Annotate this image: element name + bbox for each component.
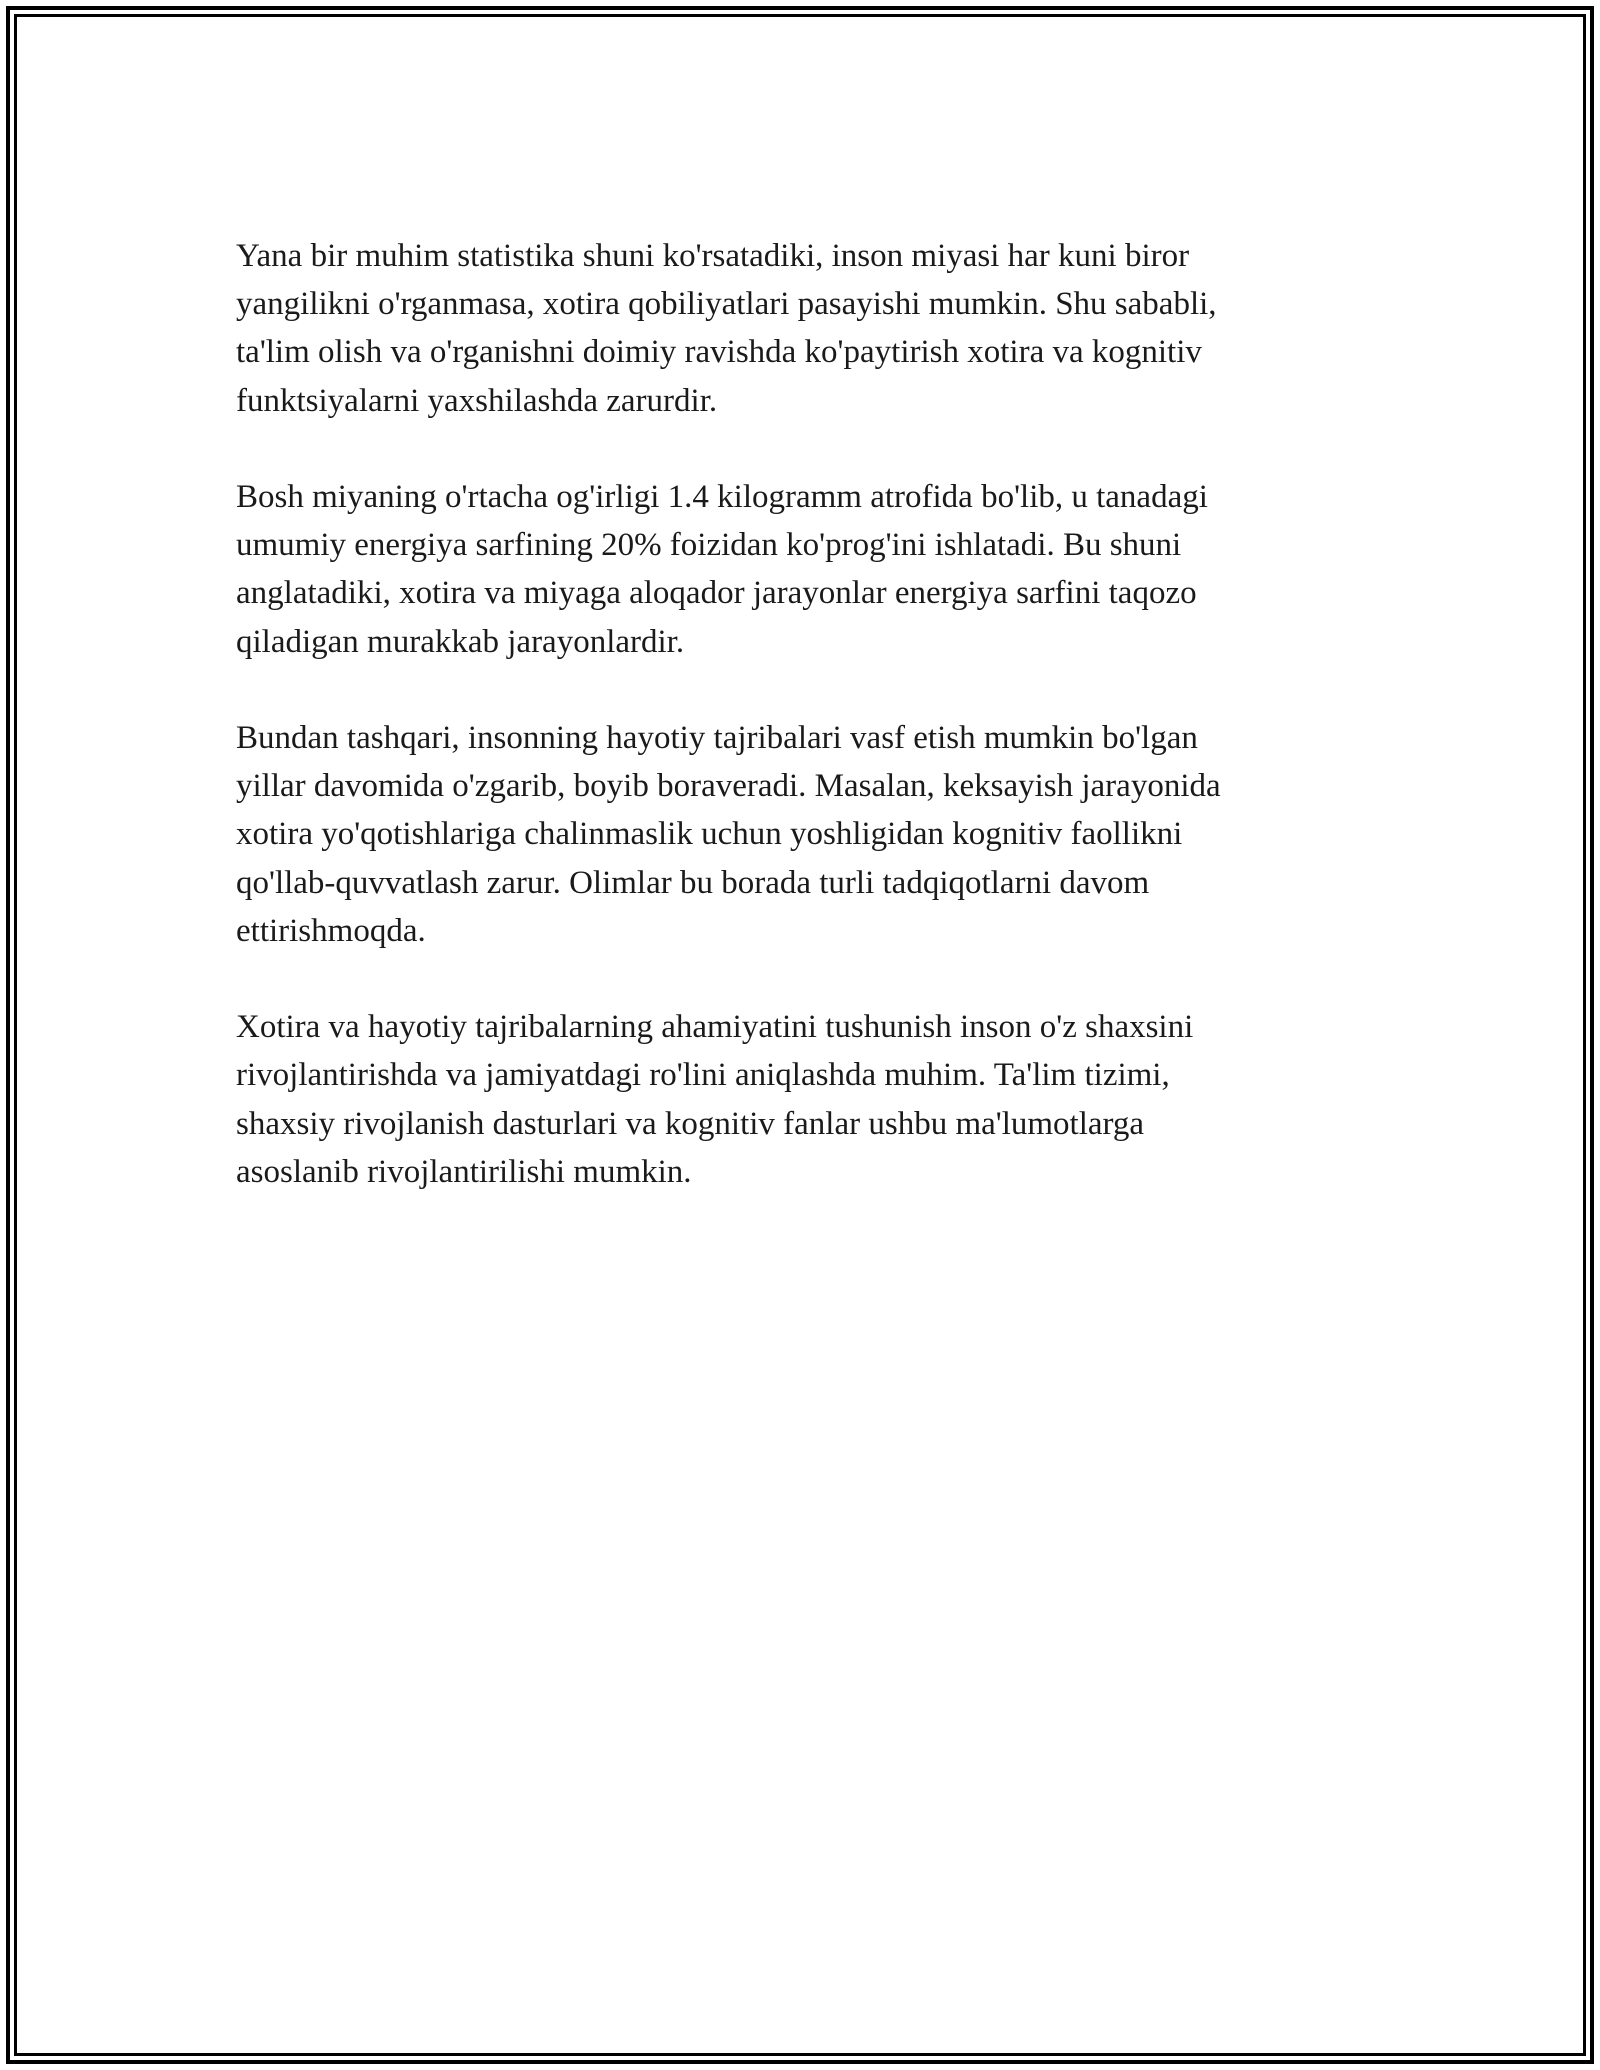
paragraph-line: rivojlantirishda va jamiyatdagi ro'lini aniqlashda muhim. Ta'lim tizimi, (236, 1057, 1170, 1094)
paragraph-4 (236, 1003, 1356, 1196)
paragraph-line: xotira yo'qotishlariga chalinmaslik uchun yoshligidan kognitiv faollikni (236, 816, 1183, 853)
paragraph-line: ettirishmoqda. (236, 912, 426, 949)
document-body (236, 232, 1356, 1244)
paragraph-1 (236, 232, 1356, 425)
paragraph-line: umumiy energiya sarfining 20% foizidan ko'prog'ini ishlatadi. Bu shuni (236, 527, 1182, 564)
paragraph-line: Yana bir muhim statistika shuni ko'rsatadiki, inson miyasi har kuni biror (236, 238, 1190, 274)
paragraph-3 (236, 714, 1356, 955)
paragraph-line: yillar davomida o'zgarib, boyib boraveradi. Masalan, keksayish jarayonida (236, 768, 1221, 805)
paragraph-line: anglatadiki, xotira va miyaga aloqador jarayonlar energiya sarfini taqozo (236, 575, 1197, 612)
paragraph-line: Bundan tashqari, insonning hayotiy tajribalari vasf etish mumkin bo'lgan (236, 720, 1198, 756)
paragraph-line: Bosh miyaning o'rtacha og'irligi 1.4 kilogramm atrofida bo'lib, u tanadagi (236, 479, 1208, 515)
paragraph-2 (236, 473, 1356, 666)
paragraph-line: qo'llab-quvvatlash zarur. Olimlar bu borada turli tadqiqotlarni davom (236, 864, 1150, 901)
paragraph-line: qiladigan murakkab jarayonlardir. (236, 623, 685, 660)
paragraph-line: funktsiyalarni yaxshilashda zarurdir. (236, 382, 718, 419)
paragraph-line: asoslanib rivojlantirilishi mumkin. (236, 1153, 692, 1190)
paragraph-line: shaxsiy rivojlanish dasturlari va kognitiv fanlar ushbu ma'lumotlarga (236, 1105, 1145, 1142)
paragraph-line: yangilikni o'rganmasa, xotira qobiliyatlari pasayishi mumkin. Shu sababli, (236, 286, 1217, 323)
paragraph-line: ta'lim olish va o'rganishni doimiy ravishda ko'paytirish xotira va kognitiv (236, 334, 1202, 371)
paragraph-line: Xotira va hayotiy tajribalarning ahamiyatini tushunish inson o'z shaxsini (236, 1009, 1194, 1046)
